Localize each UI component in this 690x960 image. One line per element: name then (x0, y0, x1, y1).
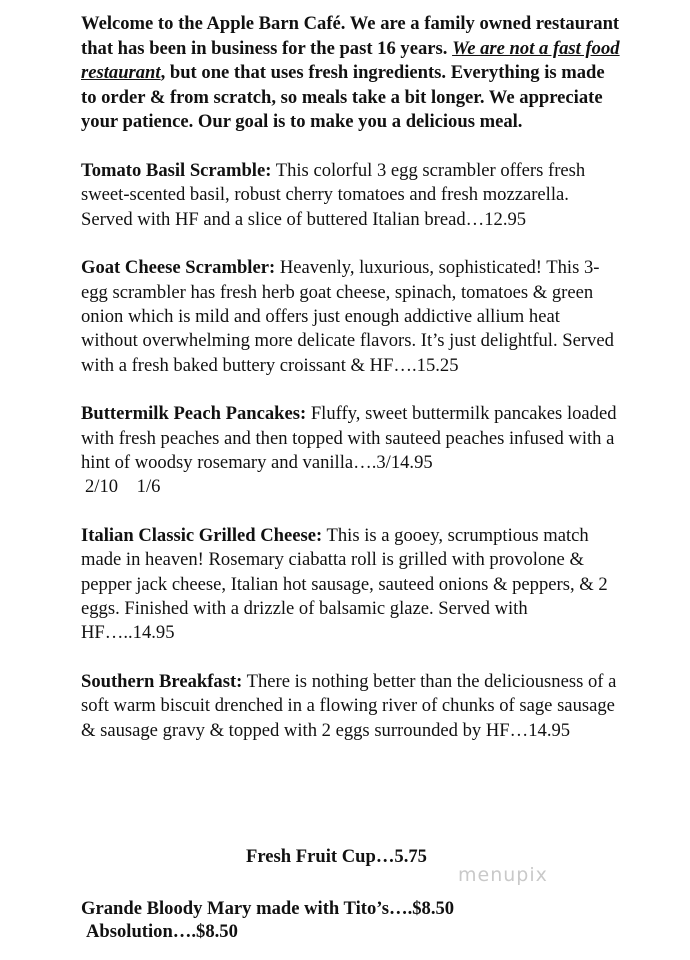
menu-item-goat-cheese-scrambler (81, 256, 621, 378)
menu-item-description: This colorful 3 egg scrambler offers fresh sweet-scented basil, robust cherry tomatoes and fresh mozzarella. Served with HF and a slice of buttered Italian bread…12.95 (81, 159, 586, 230)
menu-item-name: Goat Cheese Scrambler: (81, 257, 276, 279)
bloody-mary-drink: Grande Bloody Mary made with Tito’s….$8.50 (81, 898, 455, 919)
menu-item-tomato-basil-scramble (81, 159, 621, 232)
menu-item-description: This is a gooey, scrumptious match made in heaven! Rosemary ciabatta roll is grilled with provolone & pepper jack cheese, Italian hot sausage, sauteed onions & peppers, & 2 eggs. Finished with a drizzle of balsamic glaze. Served with HF…..14.95 (81, 524, 608, 644)
menu-item-name: Italian Classic Grilled Cheese: (81, 524, 323, 546)
intro-text-after: , but one that uses fresh ingredients. Everything is made to order & from scratch, so meals take a bit longer. We appreciate your patience. Our goal is to make you a delicious meal. (81, 62, 605, 133)
menu-item-buttermilk-peach-pancakes (81, 402, 621, 500)
menu-item-name: Tomato Basil Scramble: (81, 159, 272, 181)
menu-page (81, 12, 621, 743)
intro-emphasis: We are not a fast food restaurant (81, 37, 620, 84)
menu-item-extra-prices: 2/10 1/6 (85, 476, 161, 498)
intro-text-before: Welcome to the Apple Barn Café. We are a family owned restaurant that has been in business for the past 16 years. (81, 13, 620, 59)
menupix-watermark: menupix (458, 864, 548, 886)
menu-item-description: There is nothing better than the deliciousness of a soft warm biscuit drenched in a flowing river of chunks of sage sausage & sausage gravy & topped with 2 eggs surrounded by HF…14.95 (81, 670, 617, 741)
menu-item-description: Heavenly, luxurious, sophisticated! This 3-egg scrambler has fresh herb goat cheese, spinach, tomatoes & green onion which is mild and offers just enough addictive allium heat without overwhelming more delicate flavors. It’s just delightful. Served with a fresh baked buttery croissant & HF….15.25 (81, 257, 614, 376)
menu-item-italian-classic-grilled-cheese (81, 524, 621, 646)
absolution-drink: Absolution….$8.50 (86, 921, 238, 942)
fresh-fruit-cup: Fresh Fruit Cup…5.75 (246, 846, 427, 867)
intro-paragraph (81, 12, 621, 135)
menu-item-description: Fluffy, sweet buttermilk pancakes loaded with fresh peaches and then topped with sauteed peaches infused with a hint of woodsy rosemary and vanilla….3/14.95 (81, 403, 617, 474)
menu-item-name: Buttermilk Peach Pancakes: (81, 403, 307, 425)
menu-item-name: Southern Breakfast: (81, 670, 243, 692)
menu-item-southern-breakfast (81, 670, 621, 743)
